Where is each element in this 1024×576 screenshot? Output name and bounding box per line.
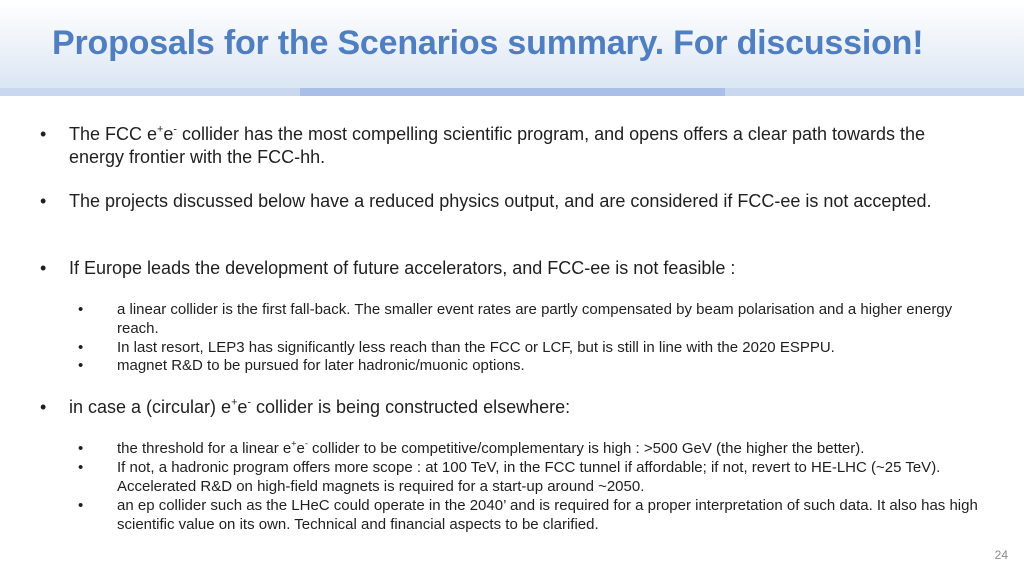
- bullet-text: in case a (circular) e+e- collider is being constructed elsewhere:: [69, 396, 571, 417]
- sub-bullet: [78, 339, 978, 358]
- bullet-dot: •: [78, 357, 84, 374]
- bullet-dot: •: [78, 459, 84, 476]
- sub-bullet-text: magnet R&D to be pursued for later hadronic/muonic options.: [117, 357, 525, 374]
- bullet-dot: •: [40, 397, 47, 417]
- sub-bullet-text: an ep collider such as the LHeC could operate in the 2040’ and is required for a proper interpretation of such data. It also has high scientific value on its own. Technical and financial aspects to be clarified.: [117, 497, 978, 533]
- bullet-text: The projects discussed below have a reduced physics output, and are considered if FCC-ee is not accepted.: [69, 191, 932, 211]
- sub-bullet: [78, 459, 978, 496]
- sub-bullet: [78, 357, 978, 376]
- bullet-dot: •: [78, 339, 84, 356]
- bullet-dot: •: [40, 191, 47, 211]
- sub-bullet: [78, 497, 978, 534]
- bullet-reduced-output: [40, 190, 970, 213]
- sub-bullet-text: If not, a hadronic program offers more scope : at 100 TeV, in the FCC tunnel if affordable; if not, revert to HE-LHC (~25 TeV). Accelerated R&D on high-field magnets is required for a start-up around ~2050.: [117, 459, 941, 495]
- bullet-fcc-ee: [40, 123, 970, 169]
- sub-bullet-text: a linear collider is the first fall-back. The smaller event rates are partly compensated by beam polarisation and a higher energy reach.: [117, 301, 953, 337]
- bullet-text: The FCC e+e- collider has the most compelling scientific program, and opens offers a clear path towards the energy frontier with the FCC-hh.: [69, 123, 926, 167]
- header-rule: [0, 88, 1024, 96]
- bullet-dot: •: [78, 497, 84, 514]
- header-rule-accent: [300, 88, 725, 96]
- bullet-elsewhere: [40, 396, 970, 419]
- sub-bullet-text: the threshold for a linear e+e- collider to be competitive/complementary is high : >500 GeV (the higher the better).: [117, 438, 865, 457]
- page-number: 24: [994, 548, 1008, 562]
- bullet-text: If Europe leads the development of future accelerators, and FCC-ee is not feasible :: [69, 258, 736, 278]
- bullet-dot: •: [40, 124, 47, 144]
- bullet-europe-leads: [40, 257, 970, 280]
- bullet-dot: •: [78, 440, 84, 457]
- sub-bullet: [78, 440, 978, 459]
- slide-title: Proposals for the Scenarios summary. For discussion!: [52, 24, 924, 62]
- sub-bullet-text: In last resort, LEP3 has significantly less reach than the FCC or LCF, but is still in line with the 2020 ESPPU.: [117, 339, 835, 356]
- bullet-dot: •: [40, 258, 47, 278]
- slide-header: [0, 0, 1024, 96]
- bullet-dot: •: [78, 301, 84, 318]
- sub-bullet: [78, 301, 978, 338]
